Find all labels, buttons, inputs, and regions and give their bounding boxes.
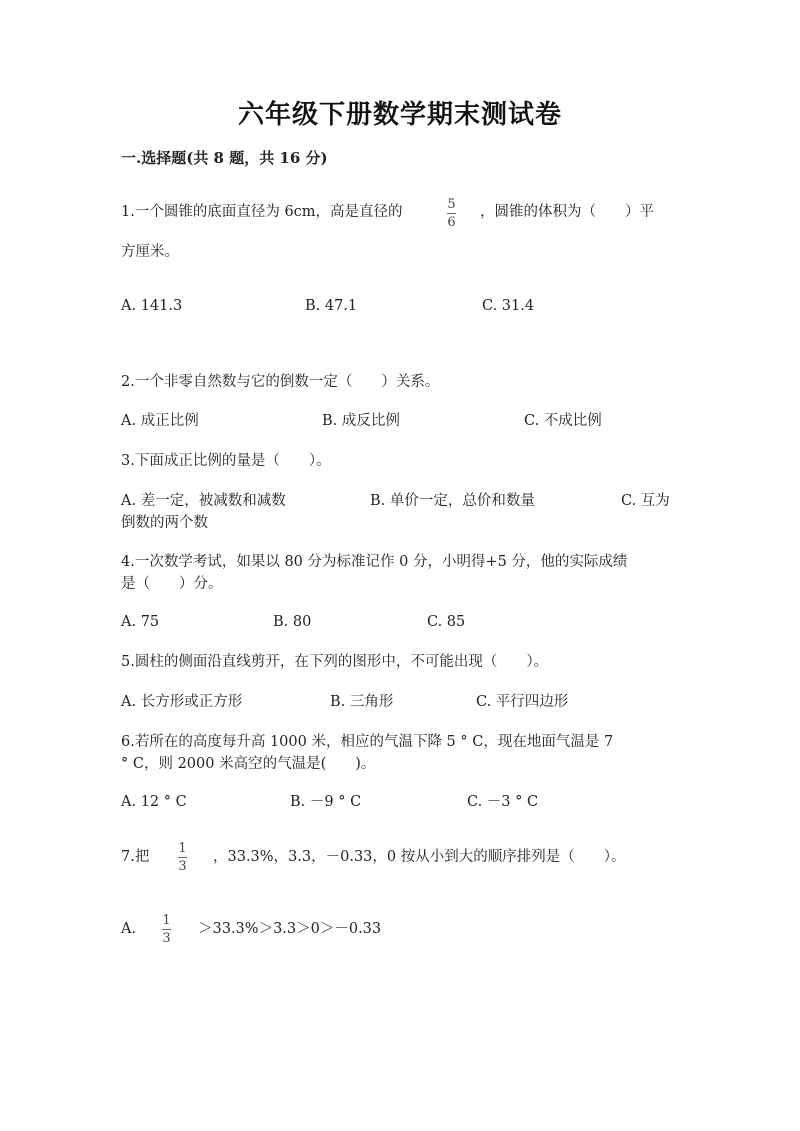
question-7-text-a: 7.把 (121, 849, 150, 865)
question-4-option-a: A. 75 (121, 614, 160, 630)
question-1-text-c: 方厘米。 (121, 244, 179, 260)
question-7-text-b: ，33.3%，3.3，－0.33，0 按从小到大的顺序排列是（ ）。 (213, 849, 626, 865)
question-4-text-a: 4.一次数学考试，如果以 80 分为标准记作 0 分，小明得+5 分，他的实际成绩 (121, 554, 628, 570)
question-1-fraction (447, 197, 456, 230)
question-5-text: 5.圆柱的侧面沿直线剪开，在下列的图形中，不可能出现（ ）。 (121, 654, 549, 670)
question-7-option-a-text: ＞33.3%＞3.3＞0＞－0.33 (198, 921, 382, 937)
question-5-option-a: A. 长方形或正方形 (121, 694, 243, 710)
question-1-text-a: 1.一个圆锥的底面直径为 6cm，高是直径的 (121, 204, 403, 220)
question-6-option-b: B. －9 ° C (290, 794, 362, 810)
question-1-text-b: ，圆锥的体积为（ ）平 (480, 204, 654, 220)
section-heading: 一.选择题(共 8 题，共 16 分) (121, 149, 328, 167)
question-5-option-b: B. 三角形 (330, 694, 394, 710)
fraction-denominator: 3 (162, 931, 171, 946)
question-5-option-c: C. 平行四边形 (476, 694, 569, 710)
question-6-option-c: C. －3 ° C (467, 794, 539, 810)
page-title: 六年级下册数学期末测试卷 (237, 100, 562, 130)
question-6-text-a: 6.若所在的高度每升高 1000 米，相应的气温下降 5 ° C，现在地面气温是 7 (121, 734, 614, 750)
question-2-text: 2.一个非零自然数与它的倒数一定（ ）关系。 (121, 374, 440, 390)
fraction-denominator: 6 (447, 215, 456, 230)
question-1-option-b: B. 47.1 (305, 298, 358, 314)
question-4-option-b: B. 80 (273, 614, 312, 630)
question-3-option-b: B. 单价一定，总价和数量 (370, 493, 535, 509)
fraction-bar (162, 929, 171, 930)
question-7-fraction (178, 841, 187, 874)
question-3-text: 3.下面成正比例的量是（ ）。 (121, 453, 331, 469)
fraction-bar (447, 213, 456, 214)
question-4-option-c: C. 85 (427, 614, 466, 630)
question-3-option-c: C. 互为 (621, 493, 670, 509)
question-2-option-c: C. 不成比例 (524, 413, 602, 429)
question-3-option-a: A. 差一定，被减数和减数 (121, 493, 286, 509)
fraction-numerator: 5 (447, 197, 456, 212)
fraction-bar (178, 857, 187, 858)
fraction-denominator: 3 (178, 859, 187, 874)
question-4-text-b: 是（ ）分。 (121, 576, 223, 592)
question-6-option-a: A. 12 ° C (121, 794, 187, 810)
question-7-option-a-label: A. (121, 921, 137, 937)
question-3-option-c-continued: 倒数的两个数 (121, 515, 208, 531)
question-1-option-c: C. 31.4 (482, 298, 535, 314)
fraction-numerator: 1 (178, 841, 187, 856)
question-2-option-a: A. 成正比例 (121, 413, 199, 429)
fraction-numerator: 1 (162, 913, 171, 928)
question-7-option-a-fraction (162, 913, 171, 946)
question-1-option-a: A. 141.3 (121, 298, 183, 314)
question-2-option-b: B. 成反比例 (322, 413, 400, 429)
question-6-text-b: ° C，则 2000 米高空的气温是( )。 (121, 756, 376, 772)
